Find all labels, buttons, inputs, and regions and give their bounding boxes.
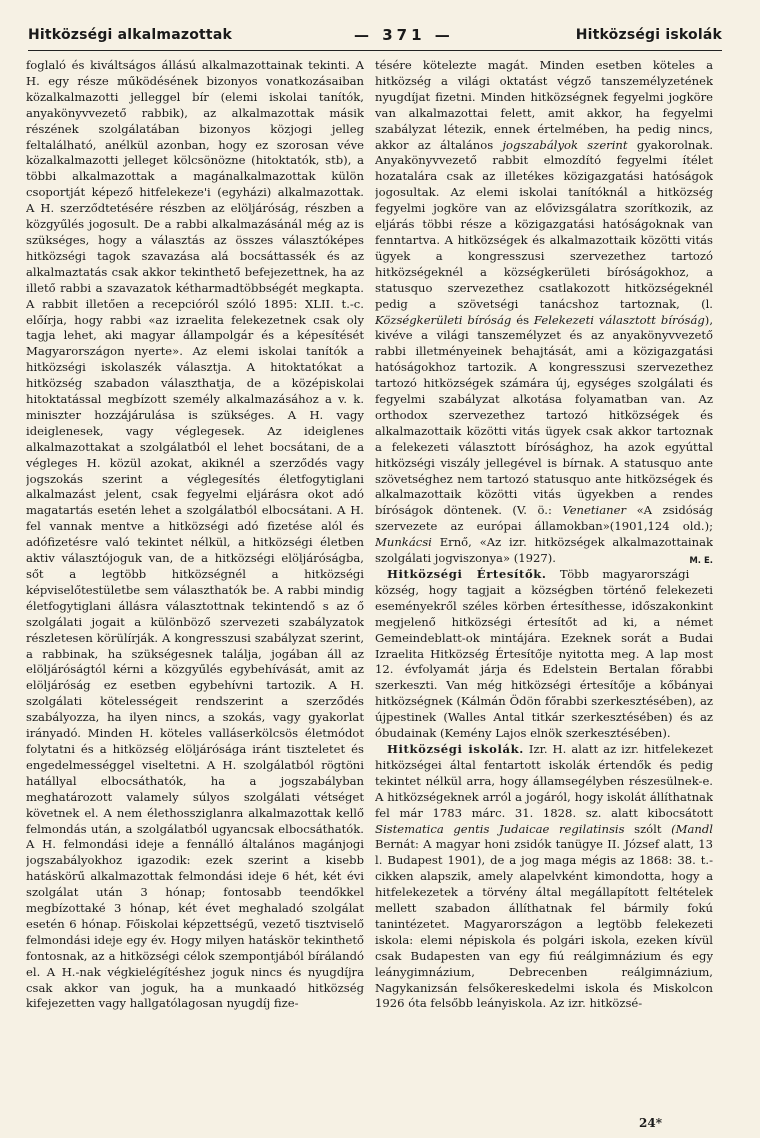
author-signature: M. E. (689, 556, 713, 567)
text-run: Ernő, «Az izr. hitközségek alkalmazottainak szolgálati jogviszonya» (1927). (375, 535, 713, 566)
text-run: Bernát: A magyar honi zsidók tanügye II. József alatt, 13 l. Budapest 1901), de a jog maga mégis az 1868: 38. t.-cikken alapszik, amely alapelvként kimondotta, hogy a hitfelekezetek a törvény által megállapított feltételek mellett szabadon állíthatnak fel bármily fokú tanintézetet. Magyarországon a legtöbb felekezeti iskola: elemi népiskola és polgári iskola, ezeken kívül csak Budapesten van egy fiú reálgimnázium és egy leánygimnázium, Debrecenben reálgimnázium, Nagykanizsán felsőkereskedelmi iskola és Miskolcon 1926 óta felsőbb leányiskola. Az izr. hitközsé- (375, 837, 713, 1011)
text-run: «A zsidóság szervezete az európai államokban»(1901,124 old.); (375, 503, 713, 534)
text-run: és (516, 312, 530, 327)
header-rule (28, 50, 722, 51)
entry-headword: Hitközségi iskolák. (387, 741, 524, 756)
sheet-signature-mark: 24* (639, 1116, 662, 1130)
entry-hitkozsegi-ertesitok (375, 567, 713, 742)
entry-headword: Hitközségi Értesítők. (387, 567, 547, 581)
italic-author: Venetianer (562, 503, 627, 518)
text-run: Izr. H. alatt az izr. hitfelekezet hitközségei által fentartott iskolák értendők és pedig tekintet nélkül arra, hogy államsegélyben részesülnek-e. A hitközségeknek arról a jogáról, hogy iskolát állíthatnak fel már 1783 márc. 31. 1828. sz. alatt kibocsátott (375, 741, 713, 820)
right-column (375, 58, 713, 1118)
left-column (26, 58, 364, 1118)
entry-text-continued (375, 58, 713, 567)
italic-reference: Sistematica gentis Judaicae regilatinsis (375, 821, 625, 836)
text-run: ), kivéve a világi tanszemélyzet és az anyakönyvvezető rabbi illetményeinek behajtását, ami a közigazgatási hatóságokhoz tartozik. A kongresszusi szervezethez tartozó hitközségek számára új, egységes szolgálati és fegyelmi szabályzat alkotása folyamatban van. Az orthodox szervezethez tartozó hitközségek és alkalmazottaik közötti vitás ügyek csak akkor tartoznak a felekezeti választott bírósághoz, ha azok egyúttal hitközségi viszály jellegével is bírnak. A statusquo ante szövetséghez nem tartozó statusquo ante hitközségek és alkalmazottaik közötti vitás ügyekben a rendes bíróságok döntenek. (V. ö.: (375, 312, 713, 518)
header-left-title: Hitközségi alkalmazottak (28, 27, 232, 43)
italic-author: Munkácsi (375, 535, 432, 550)
text-run: szólt (634, 821, 662, 836)
header-right-title: Hitközségi iskolák (575, 27, 722, 43)
page-number: — 371 — (353, 26, 454, 44)
text-run: Több magyarországi község, hogy tagjait a községben történő felekezeti eseményekről széles körben értesíthesse, időszakonkint megjelenő hitközségi értesítőt ad ki, a német Gemeindeblatt-ok mintájára. Ezeknek sorát a Budai Izraelita Hitközség Értesítője nyitotta meg. A lap most 12. évfolyamát járja és Edelstein Bertalan főrabbi szerkeszti. Van még hitközségi értesítője a kőbányai hitközségnek (Kálmán Ödön főrabbi szerkesztésében), az újpestinek (Walles Antal titkár szerkesztésében) és az óbudainak (Kemény Lajos elnök szerkesztésében). (375, 567, 713, 741)
text-run: gyakorolnak. Anyakönyvvezető rabbit elmozdító fegyelmi ítélet hozatalára csak az illetékes közigazgatási hatóságok jogosultak. Az elemi iskolai tanítóknál a hitközség fegyelmi jogköre van az elővizsgálatra szorítkozik, az eljárás többi része a közigazgatási hatóságoknak van fenntartva. A hitközségek és alkalmazottaik közötti vitás ügyek a kongresszusi szervezethez tartozó hitközségeknél a községkerületi bíróságokhoz, a statusquo szervezethez csatlakozott hitközségeknél pedig a szövetségi tanácshoz tartoznak, (l. (375, 137, 713, 311)
italic-author: (Mandl (671, 821, 713, 836)
entry-text-alkalmazottak: foglaló és kiváltságos állású alkalmazottainak tekinti. A H. egy része működésének bizonyos vonatkozásaiban közalkalmazotti jelleggel bír (elemi iskolai tanítók, anyakönyvvezető rabbik), az alkalmazottak másik részének szolgálatában bizonyos közjogi jelleg feltalálható, anélkül azonban, hogy ez szorosan véve közalkalmazotti jelleget kölcsönözne (hitoktatók, stb), a többi alkalmazottak a magánalkalmazottak külön csoportját képező hitfelekeze'i (egyházi) alkalmazottak. A H. szerződtetésére részben az elöljáróság, részben a közgyűlés jogosult. De a rabbi alkalmazásánál még az is szükséges, hogy a választás az összes választóképes hitközségi tagok szavazása alá bocsáttassék és az alkalmaztatás csak akkor tekinthető befejezettnek, ha az illető rabbi a szavazatok kétharmadtöbbségét megkapta. A rabbit illetően a recepcióról szóló 1895: XLII. t.-c. előírja, hogy rabbi «az izraelita felekezetnek csak oly tagja lehet, aki magyar állampolgár és a képesítését Magyarországon nyerte». Az elemi iskolai tanítók a hitközségi iskolaszék választja. A hitoktatókat a hitközség szabadon választhatja, de a középiskolai hitoktatással megbízott személy alkalmazásához a v. k. miniszter hozzájárulása is szükséges. A H. vagy ideiglenesek, vagy véglegesek. Az ideiglenes alkalmazottakat a szolgálatból el lehet bocsátani, de a végleges H. közül azokat, akiknél a szerződés vagy jogszokás szerint a véglegesítés életfogytiglani alkalmazást jelent, csak fegyelmi eljárásra okot adó magatartás esetén lehet a szolgálatból elbocsátani. A H. fel vannak mentve a hitközségi adó fizetése alól és adófizetésre való tekintet nélkül, a hitközségi életben aktiv választójoguk van, de a hitközségi elöljáróságba, sőt a legtöbb hitközségnél a hitközségi képviselőtestületbe sem választhatók be. A rabbi mindig életfogytiglani állásra választottnak tekintendő s az ő szolgálati jogait a különböző szervezeti szabályzatok részletesen körülírják. A kongresszusi szabályzat szerint, a rabbinak, ha szükségesnek találja, jogában áll az elöljáróságtól kérni a közgyűlés egybehívását, amit az elöljáróság ez esetben egybehívni tartozik. A H. szolgálati kötelességeit rendszerint a szerződés szabályozza, ha ilyen nincs, a szokás, vagy gyakorlat irányadó. Minden H. köteles valláserkölcsös életmódot folytatni és a hitközség elöljárósága iránt tiszteletet és engedelmességgel viseltetni. A H. szolgálatból rögtöni hatállyal elbocsáthatók, ha a jogszabályban meghatározott valamely súlyos szolgálati vétséget követnek el. A nem élethossziglanra alkalmazottak kellő felmondás után, a szolgálatból ugyancsak elbocsáthatók. A H. felmondási ideje a fennálló általános magánjogi jogszabályokhoz igazodik: ezek szerint a kisebb hatáskörű alkalmazottak felmondási ideje 6 hét, két évi szolgálat után 3 hónap; fontosabb teendőkkel megbízottaké 3 hónap, két évet meghaladó szolgálat esetén 6 hónap. Főiskolai képzettségű, vezető tisztviselő felmondási ideje egy év. Hogy milyen hatáskör tekinthető fontosnak, az a hitközségi célok szempontjából bírálandó el. A H.-nak végkielégítéshez joguk nincs és nyugdíjra csak akkor van joguk, ha a munkaadó hitközség kifejezetten vagy hallgatólagosan nyugdíj fize- (26, 58, 364, 1011)
italic-reference: Felekezeti választott bíróság (533, 312, 705, 327)
entry-hitkozsegi-iskolak (375, 742, 713, 1012)
italic-reference: Községkerületi bíróság (375, 312, 512, 327)
italic-reference: jogszabályok szerint (502, 137, 628, 152)
text-run: tésére kötelezte magát. Minden esetben köteles a hitközség a világi oktatást végző tanszemélyzetének nyugdíjat fizetni. Minden hitközségnek fegyelmi jogköre van alkalmazottai felett, amit akkor, ha fegyelmi szabályzat létezik, ennek értelmében, ha pedig nincs, akkor az általános (375, 58, 713, 152)
running-header (28, 22, 722, 48)
